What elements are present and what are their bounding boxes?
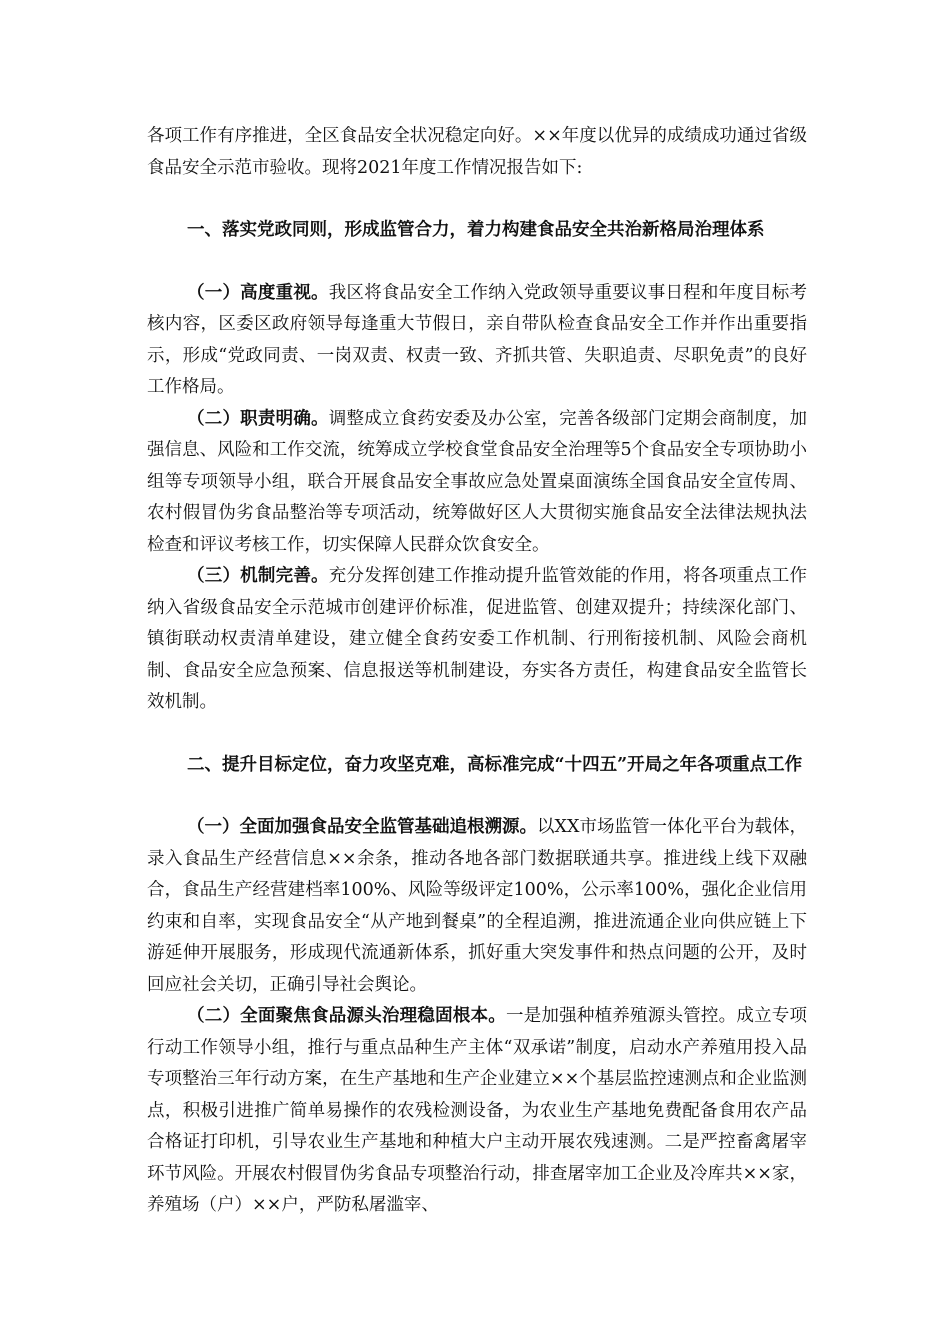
subsection-title: （二）全面聚焦食品源头治理稳固根本。 [187, 1006, 506, 1026]
subsection-title: （二）职责明确。 [187, 408, 329, 429]
subsection-body: 以XX市场监管一体化平台为载体，录入食品生产经营信息××余条，推动各地各部门数据联通共享。推进线上线下双融合，食品生产经营建档率100%、风险等级评定100%，公示率100%，强化企业信用约束和自率，实现食品安全“从产地到餐桌”的全程追溯，推进流通企业向供应链上下游延伸开展服务，形成现代流通新体系，抓好重大突发事件和热点问题的公开，及时回应社会关切，正确引导社会舆论。 [147, 817, 807, 995]
subsection-paragraph-1-3 [147, 561, 807, 719]
subsection-paragraph-2-2 [147, 1001, 807, 1222]
subsection-title: （三）机制完善。 [187, 566, 329, 586]
section-heading-2: 二、提升目标定位，奋力攻坚克难，高标准完成“十四五”开局之年各项重点工作 [187, 754, 803, 775]
document-page [147, 121, 807, 1222]
subsection-paragraph-1-1 [147, 278, 807, 404]
subsection-paragraph-1-2 [147, 404, 807, 562]
subsection-body: 充分发挥创建工作推动提升监管效能的作用，将各项重点工作纳入省级食品安全示范城市创建评价标准，促进监管、创建双提升；持续深化部门、镇街联动权责清单建设，建立健全食药安委工作机制、行刑衔接机制、风险会商机制、食品安全应急预案、信息报送等机制建设，夯实各方责任，构建食品安全监管长效机制。 [147, 566, 807, 712]
subsection-paragraph-2-1 [147, 812, 807, 1001]
subsection-body: 调整成立食药安委及办公室，完善各级部门定期会商制度，加强信息、风险和工作交流，统筹成立学校食堂食品安全治理等5个食品安全专项协助小组等专项领导小组，联合开展食品安全事故应急处置桌面演练全国食品安全宣传周、农村假冒伪劣食品整治等专项活动，统筹做好区人大贯彻实施食品安全法律法规执法检查和评议考核工作，切实保障人民群众饮食安全。 [147, 408, 807, 555]
section-heading-1: 一、落实党政同则，形成监管合力，着力构建食品安全共治新格局治理体系 [187, 220, 765, 240]
intro-paragraph: 各项工作有序推进，全区食品安全状况稳定向好。××年度以优异的成绩成功通过省级食品安全示范市验收。现将2021年度工作情况报告如下: [147, 126, 807, 178]
subsection-body: 我区将食品安全工作纳入党政领导重要议事日程和年度目标考核内容，区委区政府领导每逢重大节假日，亲自带队检查食品安全工作并作出重要指示，形成“党政同责、一岗双责、权责一致、齐抓共管、失职追责、尽职免责”的良好工作格局。 [147, 282, 807, 397]
subsection-title: （一）全面加强食品安全监管基础追根溯源。 [187, 817, 538, 837]
subsection-body: 一是加强种植养殖源头管控。成立专项行动工作领导小组，推行与重点品种生产主体“双承诺”制度，启动水产养殖用投入品专项整治三年行动方案，在生产基地和生产企业建立××个基层监控速测点和企业监测点，积极引进推广简单易操作的农残检测设备，为农业生产基地免费配备食用农产品合格证打印机，引导农业生产基地和种植大户主动开展农残速测。二是严控畜禽屠宰环节风险。开展农村假冒伪劣食品专项整治行动，排查屠宰加工企业及冷库共××家，养殖场（户）××户，严防私屠滥宰、 [147, 1006, 808, 1215]
subsection-title: （一）高度重视。 [187, 282, 329, 303]
